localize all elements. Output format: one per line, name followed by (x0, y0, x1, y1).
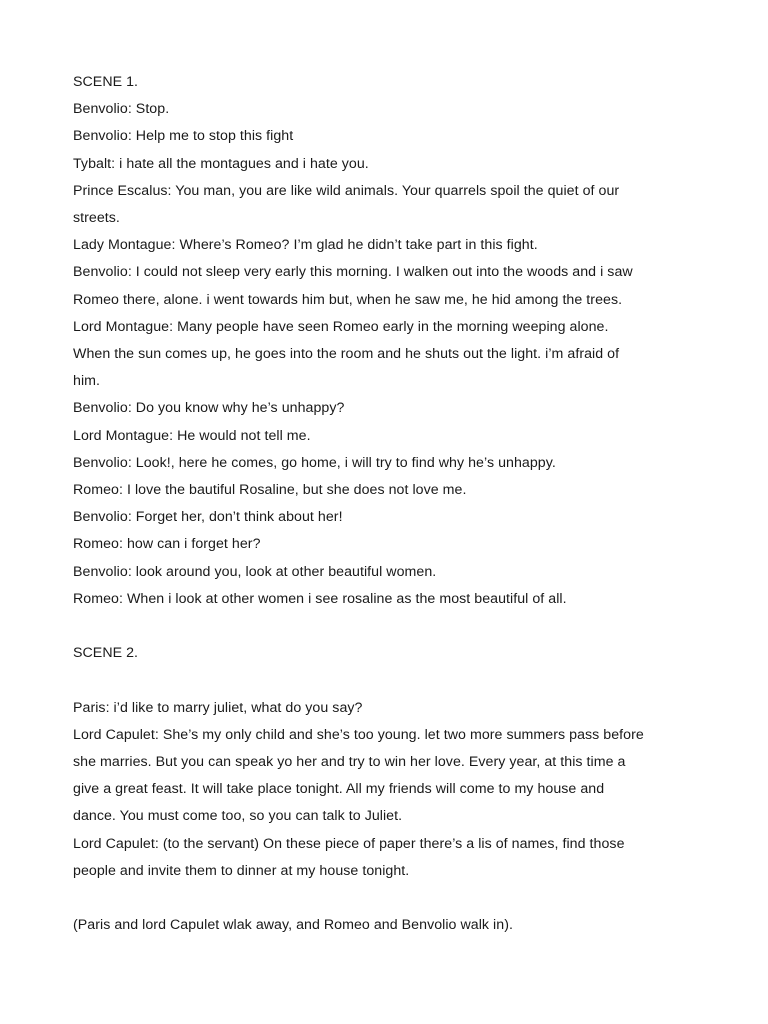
dialogue-line: When the sun comes up, he goes into the room and he shuts out the light. i’m afraid of (73, 346, 620, 363)
blank-line (73, 667, 713, 694)
dialogue-line: Lord Capulet: She’s my only child and she’s too young. let two more summers pass before (73, 726, 644, 743)
dialogue-line: Prince Escalus: You man, you are like wild animals. Your quarrels spoil the quiet of our (73, 182, 620, 199)
dialogue-line: Benvolio: Do you know why he’s unhappy? (73, 400, 345, 417)
script-text (73, 69, 713, 939)
blank-line (73, 885, 713, 912)
stage-direction: (Paris and lord Capulet wlak away, and Romeo and Benvolio walk in). (73, 917, 513, 934)
dialogue-line: Romeo there, alone. i went towards him but, when he saw me, he hid among the trees. (73, 291, 623, 308)
dialogue-line: dance. You must come too, so you can talk to Juliet. (73, 808, 403, 825)
dialogue-line: Romeo: When i look at other women i see rosaline as the most beautiful of all. (73, 590, 567, 607)
dialogue-line: Benvolio: Help me to stop this fight (73, 128, 294, 145)
blank-line (73, 613, 713, 640)
dialogue-line: Lord Montague: Many people have seen Romeo early in the morning weeping alone. (73, 318, 609, 335)
scene-2-heading: SCENE 2. (73, 645, 139, 662)
dialogue-line: Lady Montague: Where’s Romeo? I’m glad he didn’t take part in this fight. (73, 237, 538, 254)
dialogue-line: Paris: i’d like to marry juliet, what do you say? (73, 699, 363, 716)
dialogue-line: she marries. But you can speak yo her and try to win her love. Every year, at this time a (73, 754, 626, 771)
scene-1-heading: SCENE 1. (73, 74, 139, 90)
dialogue-line: Lord Capulet: (to the servant) On these piece of paper there’s a lis of names, find those (73, 835, 625, 852)
dialogue-line: Benvolio: Forget her, don’t think about her! (73, 509, 343, 526)
dialogue-line: Lord Montague: He would not tell me. (73, 427, 311, 444)
dialogue-line: give a great feast. It will take place tonight. All my friends will come to my house and (73, 781, 605, 798)
dialogue-line: people and invite them to dinner at my house tonight. (73, 862, 410, 879)
dialogue-line: Romeo: I love the bautiful Rosaline, but she does not love me. (73, 482, 467, 499)
dialogue-line: him. (73, 373, 101, 390)
dialogue-line: Benvolio: look around you, look at other beautiful women. (73, 563, 437, 580)
dialogue-line: Benvolio: I could not sleep very early this morning. I walken out into the woods and i saw (73, 264, 633, 281)
dialogue-line: streets. (73, 210, 120, 227)
dialogue-line: Tybalt: i hate all the montagues and i hate you. (73, 155, 369, 172)
dialogue-line: Benvolio: Look!, here he comes, go home, i will try to find why he’s unhappy. (73, 454, 556, 471)
dialogue-line: Romeo: how can i forget her? (73, 536, 261, 553)
dialogue-line: Benvolio: Stop. (73, 101, 170, 118)
